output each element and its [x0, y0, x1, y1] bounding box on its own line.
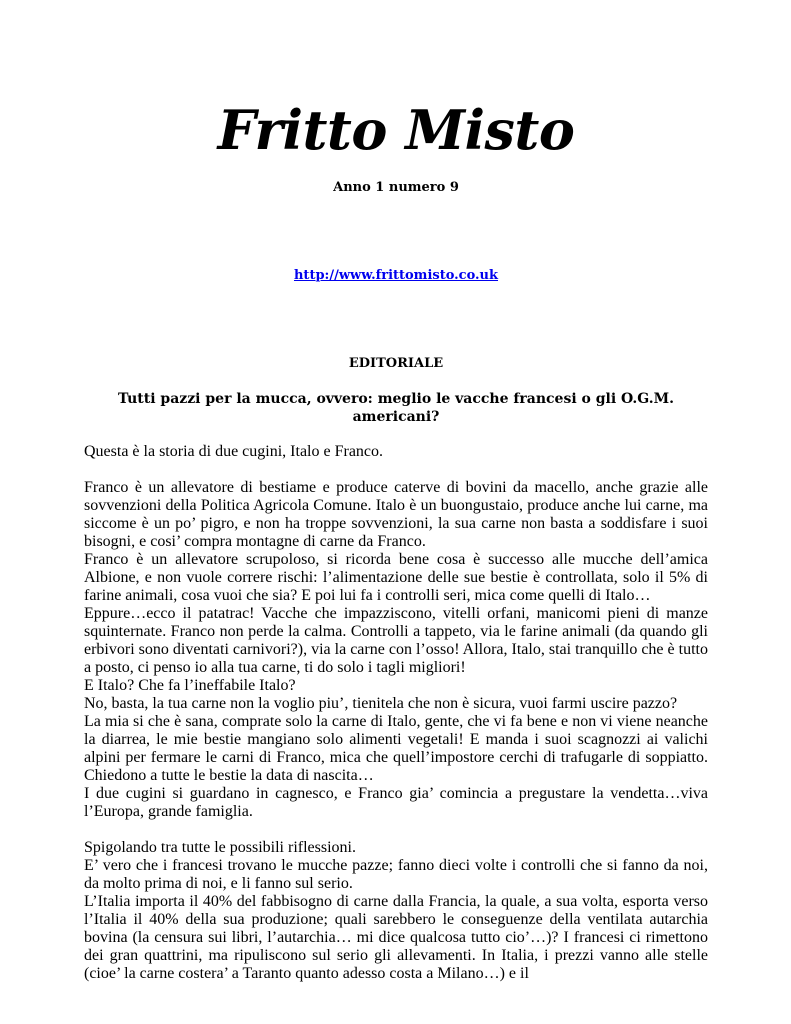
paragraph: La mia si che è sana, comprate solo la carne di Italo, gente, che vi fa bene e non vi viene neanche la diarrea, le mie bestie mangiano solo alimenti vegetali! E manda i suoi scagnozzi ai valichi alpini per fermare le carni di Franco, mica che quell’impostore cerchi di trafugarle di soppiatto. Chiedono a tutte le bestie la data di nascita…	[84, 713, 708, 784]
paragraph: No, basta, la tua carne non la voglio piu’, tienitela che non è sicura, vuoi farmi uscire pazzo?	[84, 695, 678, 712]
article-headline: Tutti pazzi per la mucca, ovvero: meglio le vacche francesi o gli O.G.M. americani?	[117, 391, 675, 425]
paragraph: Questa è la storia di due cugini, Italo e Franco.	[84, 443, 384, 460]
paragraph: Franco è un allevatore di bestiame e produce caterve di bovini da macello, anche grazie alle sovvenzioni della Politica Agricola Comune. Italo è un buongustaio, produce anche lui carne, ma siccome è un po’ pigro, e non ha troppe sovvenzioni, la sua carne non basta a soddisfare i suoi bisogni, e cosi’ compra montagne di carne da Franco.	[84, 479, 708, 550]
paragraph: Spigolando tra tutte le possibili riflessioni.	[84, 839, 356, 856]
article-body	[84, 443, 708, 983]
paragraph: L’Italia importa il 40% del fabbisogno di carne dalla Francia, la quale, a sua volta, esporta verso l’Italia il 40% della sua produzione; quali sarebbero le conseguenze della ventilata autarchia bovina (la censura sui libri, l’autarchia… mi dice qualcosa tutto cio’…)? I francesi ci rimettono dei gran quattrini, ma ripuliscono sul serio gli allevamenti. In Italia, i prezzi vanno alle stelle (cioe’ la carne costera’ a Taranto quanto adesso costa a Milano…) e il	[84, 893, 708, 982]
issue-number: Anno 1 numero 9	[333, 180, 459, 195]
paragraph: E Italo? Che fa l’ineffabile Italo?	[84, 677, 296, 694]
document-page	[84, 0, 708, 1024]
section-heading: EDITORIALE	[348, 356, 444, 371]
paragraph: Eppure…ecco il patatrac! Vacche che impazziscono, vitelli orfani, manicomi pieni di manze squinternate. Franco non perde la calma. Controlli a tappeto, via le farine animali (da quando gli erbivori sono diventati carnivori?), via la carne con l’osso! Allora, Italo, stai tranquillo che è tutto a posto, ci penso io alla tua carne, ti do solo i tagli migliori!	[84, 605, 708, 676]
website-link[interactable]: http://www.frittomisto.co.uk	[293, 268, 499, 283]
paragraph: E’ vero che i francesi trovano le mucche pazze; fanno dieci volte i controlli che si fanno da noi, da molto prima di noi, e li fanno sul serio.	[84, 857, 708, 892]
website-link-container	[84, 265, 708, 287]
paragraph: I due cugini si guardano in cagnesco, e Franco gia’ comincia a pregustare la vendetta…viva l’Europa, grande famiglia.	[84, 785, 708, 820]
paragraph: Franco è un allevatore scrupoloso, si ricorda bene cosa è successo alle mucche dell’amica Albione, e non vuole correre rischi: l’alimentazione delle sue bestie è controllata, solo il 5% di farine animali, cosa vuoi che sia? E poi lui fa i controlli seri, mica come quelli di Italo…	[84, 551, 708, 604]
newsletter-title: Fritto Misto	[217, 98, 575, 162]
